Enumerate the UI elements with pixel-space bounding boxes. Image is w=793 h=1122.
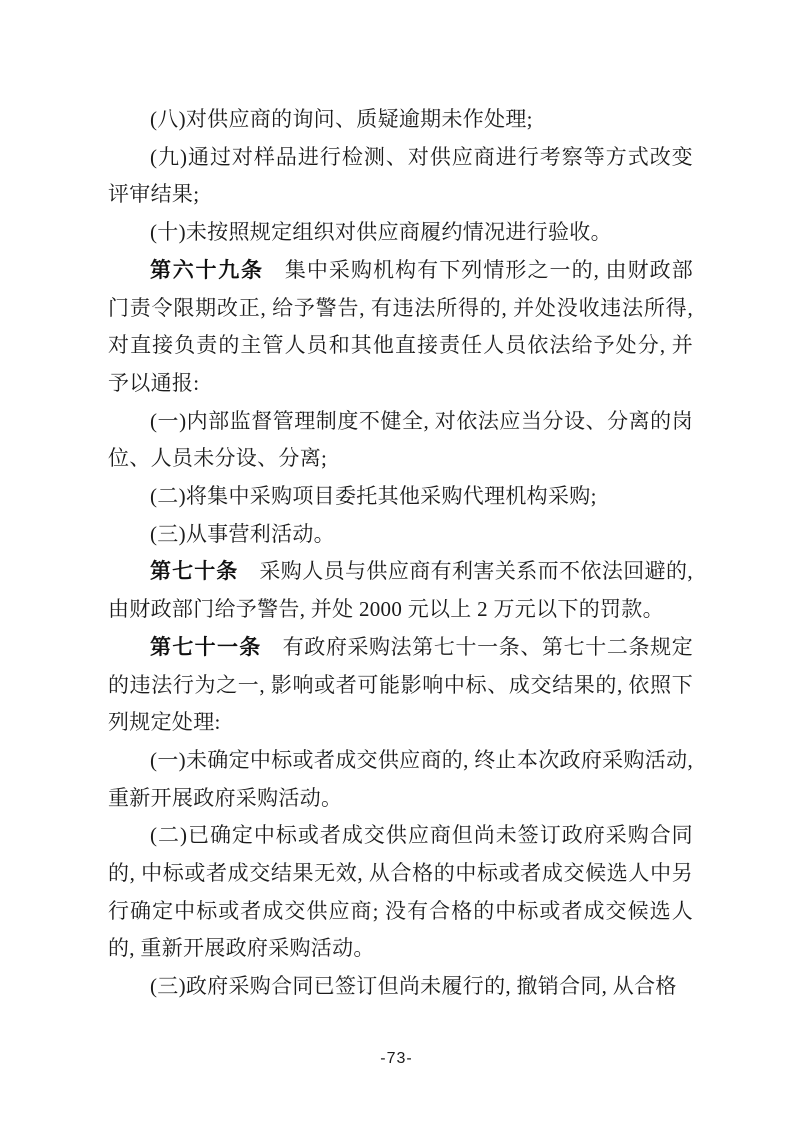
paragraph-text: (一)内部监督管理制度不健全, 对依法应当分设、分离的岗位、人员未分设、分离; [108, 408, 693, 471]
paragraph-text: (九)通过对样品进行检测、对供应商进行考察等方式改变评审结果; [108, 144, 693, 207]
paragraph [108, 101, 693, 139]
paragraph [108, 516, 693, 554]
paragraph-text: (二)已确定中标或者成交供应商但尚未签订政府采购合同的, 中标或者成交结果无效, 从合格的中标或者成交候选人中另行确定中标或者成交供应商; 没有合格的中标或者成交候选人的, 重新开展政府采购活动。 [108, 823, 693, 961]
paragraph [108, 742, 693, 817]
paragraph-text: (三)从事营利活动。 [150, 521, 335, 546]
article-number: 第七十条 [150, 560, 239, 584]
paragraph [108, 817, 693, 968]
article-number: 第七十一条 [150, 635, 262, 659]
paragraph-text: (一)未确定中标或者成交供应商的, 终止本次政府采购活动, 重新开展政府采购活动。 [108, 747, 693, 810]
paragraph [108, 139, 693, 214]
paragraph-text: 采购人员与供应商有利害关系而不依法回避的, 由财政部门给予警告, 并处 2000 元以上 2 万元以下的罚款。 [108, 559, 693, 622]
paragraph-text: (三)政府采购合同已签订但尚未履行的, 撤销合同, 从合格 [150, 974, 677, 999]
paragraph-text: 集中采购机构有下列情形之一的, 由财政部门责令限期改正, 给予警告, 有违法所得的, 并处没收违法所得, 对直接负责的主管人员和其他直接责任人员依法给予处分, 并予以通报: [108, 257, 694, 395]
paragraph [108, 478, 693, 516]
article-paragraph [108, 553, 693, 628]
article-paragraph [108, 629, 693, 742]
paragraph [108, 214, 693, 252]
page-footer [0, 1050, 793, 1068]
page-number: -73- [380, 1050, 413, 1067]
paragraph-text: 有政府采购法第七十一条、第七十二条规定的违法行为之一, 影响或者可能影响中标、成交结果的, 依照下列规定处理: [108, 634, 694, 735]
paragraph-text: (八)对供应商的询问、质疑逾期未作处理; [150, 107, 533, 131]
paragraph-text: (十)未按照规定组织对供应商履约情况进行验收。 [150, 220, 612, 245]
paragraph-text: (二)将集中采购项目委托其他采购代理机构采购; [150, 484, 597, 509]
document-body [108, 101, 693, 1006]
paragraph [108, 403, 693, 478]
paragraph [108, 968, 693, 1006]
article-paragraph [108, 252, 693, 403]
article-number: 第六十九条 [150, 258, 264, 282]
